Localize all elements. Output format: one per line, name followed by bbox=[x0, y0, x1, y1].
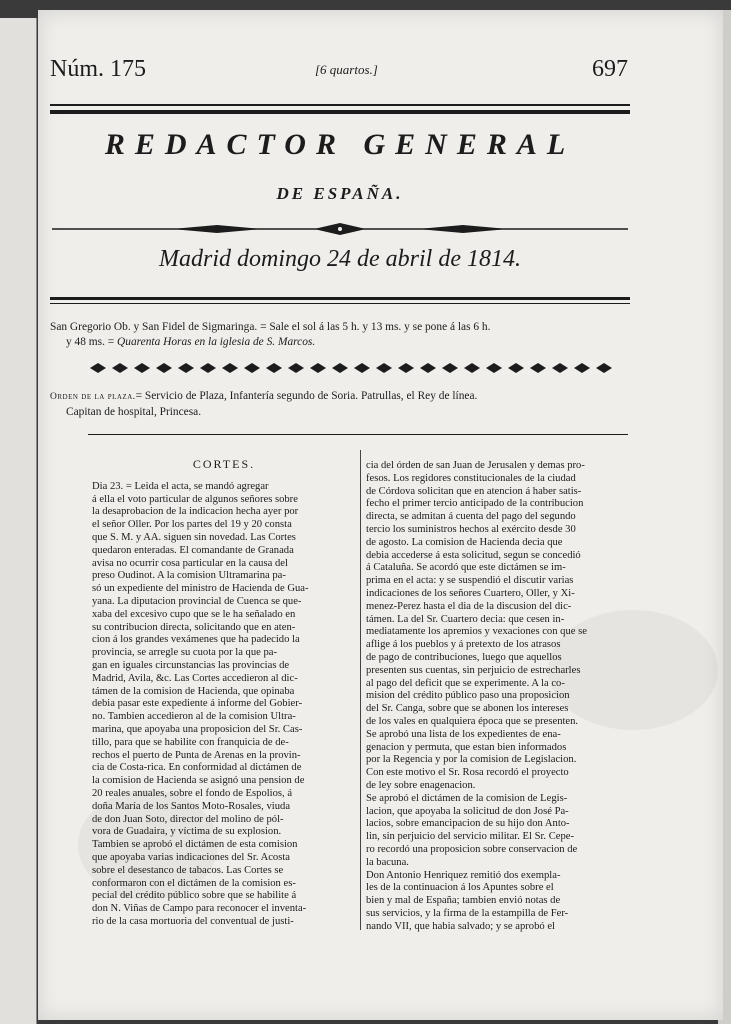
ornament-divider bbox=[52, 222, 628, 236]
text-line: provincia, se arregle su cuota por la que pa- bbox=[92, 647, 278, 659]
saints-line: San Gregorio Ob. y San Fidel de Sigmaringa. = Sale el sol á las 5 h. y 13 ms. y se pone á las 6 h. bbox=[50, 321, 491, 333]
text-line: fesos. Los regidores constitucionales de la ciudad bbox=[366, 472, 576, 484]
text-line: rechos el puerto de Punta de Arenas en la provin- bbox=[92, 749, 301, 761]
text-line: marina, que apoyaba una proposicion del Sr. Cas- bbox=[92, 723, 303, 735]
newspaper-title: REDACTOR GENERAL bbox=[104, 128, 576, 161]
text-line: Madrid, Avila, &c. Las Cortes accedieron al dic- bbox=[92, 672, 298, 684]
text-line: fecho el primer tercio anticipado de la contribucion bbox=[366, 498, 584, 510]
saints-line bbox=[50, 335, 632, 350]
text-line: debia pasar este expediente á informe del Gobier- bbox=[92, 698, 303, 710]
text-line: su contribucion directa, solicitando que en aten- bbox=[92, 621, 296, 633]
text-line: quedaron enteradas. El comandante de Granada bbox=[92, 544, 294, 556]
text-line: presenten sus cuentas, sin perjuicio de estrecharles bbox=[366, 664, 581, 676]
text-line: tillo, para que se habilite con franquicia de de- bbox=[92, 736, 289, 748]
orden-label: Orden de la plaza. bbox=[50, 392, 136, 402]
text-line: el señor Oller. Por los partes del 19 y 20 consta bbox=[92, 519, 292, 531]
text-line: támen. La del Sr. Cuartero decia: que cesen in- bbox=[366, 613, 565, 625]
saints-text: y 48 ms. = bbox=[66, 336, 118, 348]
text-line: bien y mal de España; tambien envió notas de bbox=[366, 895, 561, 907]
orden-line bbox=[50, 389, 632, 405]
left-column-text bbox=[92, 481, 356, 929]
text-line: la bacuna. bbox=[366, 856, 409, 868]
text-line: vora de Guadaira, y víctima de su explosion. bbox=[92, 826, 282, 838]
text-line: conformaron con el dictámen de la comision es- bbox=[92, 877, 296, 889]
saints-of-the-day bbox=[50, 320, 632, 350]
text-line: de Córdova solicitan que en atencion á haber satis- bbox=[366, 485, 582, 497]
text-line: Con este motivo el Sr. Rosa recordó el proyecto bbox=[366, 767, 569, 779]
text-line: mision del crédito público paso una proposicion bbox=[366, 690, 570, 702]
text-line: nando VII, que habia salvado; y se aprobó el bbox=[366, 920, 555, 932]
text-line: cia del órden de san Juan de Jerusalen y demas pro- bbox=[366, 460, 585, 471]
section-rule bbox=[88, 434, 628, 435]
text-line: preso Oudinot. A la comision Ultramarina pa- bbox=[92, 570, 286, 582]
text-line: á Cataluña. Se acordó que este dictámen se im- bbox=[366, 562, 566, 574]
text-line: de don Juan Soto, director del molino de pól- bbox=[92, 813, 284, 825]
top-rule bbox=[50, 104, 630, 106]
text-line: 20 reales anuales, sobre el fondo de Espolios, á bbox=[92, 787, 293, 799]
text-line: de ley sobre enagenacion. bbox=[366, 779, 476, 791]
orden-line: Capitan de hospital, Princesa. bbox=[66, 406, 202, 418]
text-line: Se aprobó una lista de los expedientes de ena- bbox=[366, 728, 561, 740]
text-line: ro recordó una proposicion sobre conservacion de bbox=[366, 843, 578, 855]
text-line: rio de la casa mortuoria del conventual de justi- bbox=[92, 915, 294, 927]
text-line: tercio los suministros hechos al exército desde 30 bbox=[366, 523, 576, 535]
text-line: la desaprobacion de la indicacion hecha ayer por bbox=[92, 506, 299, 518]
text-line: aflige á los pueblos y á pretexto de los atrasos bbox=[366, 639, 561, 651]
right-column bbox=[366, 460, 632, 933]
masthead-header bbox=[50, 56, 628, 90]
text-line: só un expediente del ministro de Hacienda de Gua- bbox=[92, 583, 309, 595]
text-line: que apoyaba varias indicaciones del Sr. Acosta bbox=[92, 851, 290, 863]
text-line: Don Antonio Henriquez remitió dos exempla- bbox=[366, 869, 561, 881]
text-line: mediatamente los apremios y vexaciones con que se bbox=[366, 626, 587, 638]
left-column bbox=[92, 458, 356, 929]
text-line: lacion, que apoyaba la solicitud de don José Pa- bbox=[366, 805, 569, 817]
facing-page-edge bbox=[0, 18, 37, 1024]
text-line: doña María de los Santos Moto-Rosales, viuda bbox=[92, 800, 291, 812]
section-title: CORTES. bbox=[192, 457, 256, 471]
text-line: menez-Perez hasta el dia de la discusion del dic- bbox=[366, 600, 572, 612]
text-line: Tambien se aprobó el dictámen de esta comision bbox=[92, 839, 298, 851]
date-rule-thin bbox=[50, 303, 630, 304]
text-line: debia accederse á esta solicitud, segun se concedió bbox=[366, 549, 581, 561]
text-line: sobre el desestanco de tabacos. Las Cortes se bbox=[92, 864, 284, 876]
top-rule-thick bbox=[50, 110, 630, 114]
text-line: Se aprobó el dictámen de la comision de Legis- bbox=[366, 792, 568, 804]
text-line: lacios, sobre emancipacion de su hijo don Anto- bbox=[366, 818, 570, 830]
text-line: de los vales en qualquiera época que se presenten. bbox=[366, 715, 579, 727]
column-divider bbox=[360, 450, 361, 930]
text-line: no. Tambien accedieron al de la comision Ultra- bbox=[92, 711, 296, 723]
text-line: avisa no ocurrir cosa particular en la causa del bbox=[92, 557, 288, 569]
text-line: sus servicios, y la firma de la estampilla de Fer- bbox=[366, 907, 569, 919]
text-line: Dia 23. = Leida el acta, se mandó agregar bbox=[92, 480, 269, 492]
date-rule bbox=[50, 297, 630, 300]
text-line: cia de Costa-rica. En conformidad al dictámen de bbox=[92, 762, 302, 774]
text-line: al pago del deficit que se experimente. A la co- bbox=[366, 677, 565, 689]
text-line: les de la continuacion á los Apuntes sobre el bbox=[366, 882, 554, 894]
text-line: pecial del crédito público sobre que se habilite á bbox=[92, 890, 297, 902]
issue-price: [6 quartos.] bbox=[315, 62, 378, 77]
text-line: del Sr. Canga, sobre que se abonen los intereses bbox=[366, 703, 569, 715]
text-line: indicaciones de los señores Cuartero, Oller, y Xi- bbox=[366, 587, 575, 599]
text-line: don N. Viñas de Campo para reconocer el inventa- bbox=[92, 903, 307, 915]
text-line: que S. M. y AA. siguen sin novedad. Las Cortes bbox=[92, 531, 296, 543]
text-line: á ella el voto particular de algunos señores sobre bbox=[92, 493, 298, 505]
orden-text: = Servicio de Plaza, Infantería segundo de Soria. Patrullas, el Rey de línea. bbox=[135, 390, 478, 402]
newspaper-subtitle: DE ESPAÑA. bbox=[276, 184, 404, 203]
text-line: lin, sin perjuicio del servicio militar. El Sr. Cepe- bbox=[366, 831, 575, 843]
text-line: yana. La diputacion provincial de Cuenca se que- bbox=[92, 595, 302, 607]
text-line: directa, se admitan á cuenta del pago del segundo bbox=[366, 511, 576, 523]
right-column-text bbox=[366, 460, 632, 933]
saints-forty-hours: Quarenta Horas en la iglesia de S. Marcos. bbox=[117, 336, 316, 348]
text-line: de agosto. La comision de Hacienda decia que bbox=[366, 536, 563, 548]
text-line: prima en el acta: y se suspendió el discutir varias bbox=[366, 575, 574, 587]
text-line: cion á los grandes vexámenes que ha padecido la bbox=[92, 634, 300, 646]
text-line: xaba del excesivo cupo que se le ha señalado en bbox=[92, 608, 296, 620]
page-number: 697 bbox=[592, 56, 628, 82]
issue-date: Madrid domingo 24 de abril de 1814. bbox=[159, 246, 521, 272]
text-line: támen de la comision de Hacienda, que opinaba bbox=[92, 685, 295, 697]
text-line: de pago de contribuciones, luego que aquellos bbox=[366, 651, 562, 663]
issue-number: Núm. 175 bbox=[50, 56, 146, 82]
diamond-divider bbox=[90, 362, 626, 374]
text-line: genacion y permuta, que estan bien informados bbox=[366, 741, 567, 753]
text-line: la comision de Hacienda se asignó una pension de bbox=[92, 775, 305, 787]
text-line: gan en iguales circunstancias las provincias de bbox=[92, 659, 290, 671]
text-line: por la Regencia y por la comision de Legislacion. bbox=[366, 754, 577, 766]
orden-de-la-plaza bbox=[50, 389, 632, 420]
